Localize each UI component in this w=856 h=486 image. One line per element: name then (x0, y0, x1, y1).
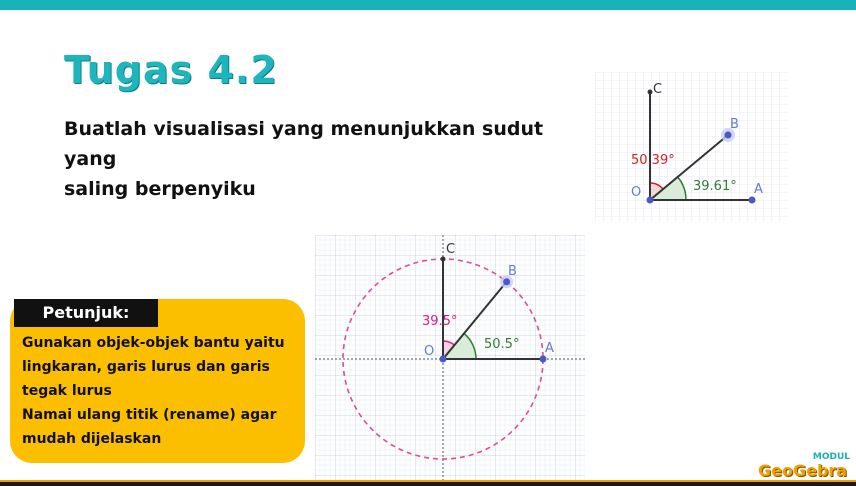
label-o: O (424, 344, 435, 359)
label-c: C (653, 82, 663, 97)
hint-line: Namai ulang titik (rename) agar (22, 407, 277, 423)
label-b: B (730, 117, 739, 132)
angle-aob-label: 39.61° (693, 179, 737, 194)
instruction-line: saling berpenyiku (64, 178, 256, 200)
label-a: A (754, 182, 763, 197)
point-a[interactable] (540, 356, 547, 363)
instruction-line: Buatlah visualisasi yang menunjukkan sudut yang (64, 118, 544, 170)
geogebra-figure-small (595, 72, 787, 222)
hint-line: tegak lurus (22, 383, 112, 399)
logo-geogebra-text: GeoGebra (758, 461, 848, 480)
geogebra-figure-large (315, 235, 585, 482)
point-c[interactable] (441, 257, 446, 262)
slide-title: Tugas 4.2 (64, 48, 278, 92)
label-o: O (631, 185, 642, 200)
hint-line: mudah dijelaskan (22, 431, 162, 447)
label-b: B (508, 264, 517, 279)
hint-line: Gunakan objek-objek bantu yaitu (22, 335, 285, 351)
point-b[interactable] (503, 278, 510, 285)
label-a: A (545, 341, 554, 356)
label-c: C (446, 242, 456, 257)
point-c[interactable] (648, 90, 653, 95)
point-b[interactable] (725, 132, 732, 139)
angle-boc-label: 50.39° (631, 153, 675, 168)
logo-modul-text: MODUL (812, 452, 850, 462)
hint-line: lingkaran, garis lurus dan garis (22, 359, 270, 375)
task-instruction (64, 114, 584, 204)
point-a[interactable] (749, 197, 756, 204)
point-o[interactable] (440, 356, 447, 363)
modul-geogebra-logo (758, 452, 854, 480)
angle-aob-label: 50.5° (484, 337, 520, 352)
bottom-bar (0, 482, 856, 486)
hint-body (22, 331, 292, 451)
hint-title: Petunjuk: (14, 299, 158, 327)
angle-boc-label: 39.5° (422, 314, 458, 329)
top-accent-bar (0, 0, 856, 10)
point-o[interactable] (647, 197, 654, 204)
